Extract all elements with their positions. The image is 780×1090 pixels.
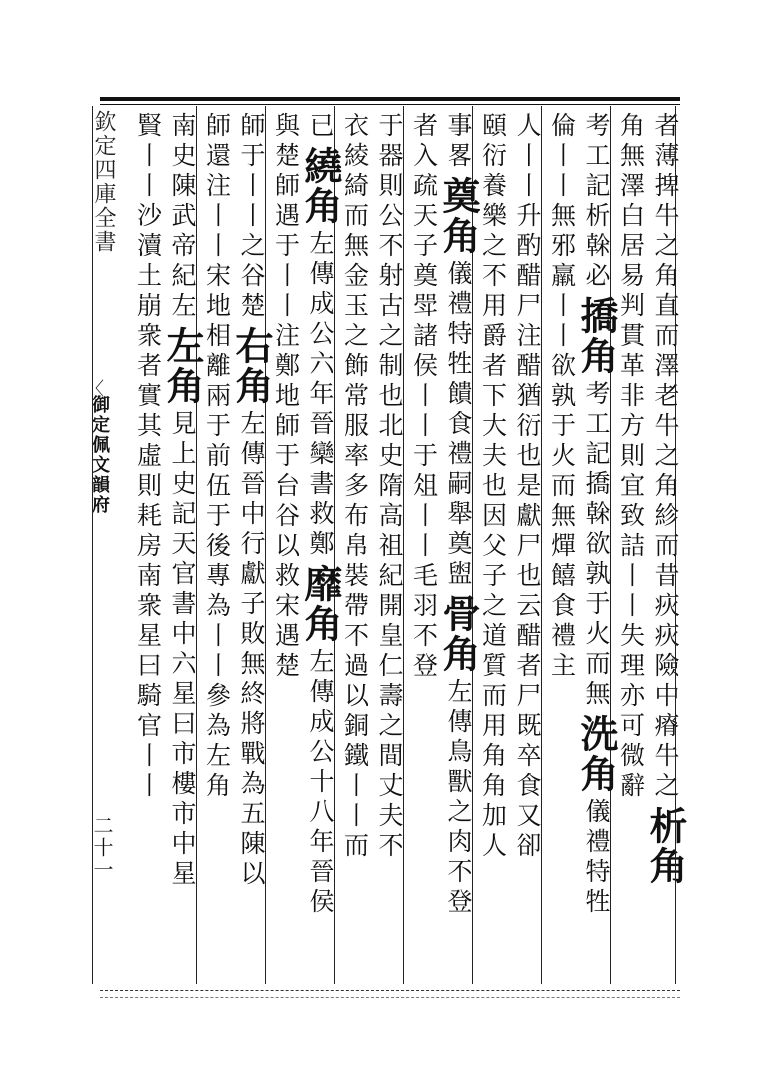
text-column (643, 112, 688, 890)
entry-headword: 骨角 (436, 594, 481, 674)
commentary-text: 左傳成公十八年晉侯 (306, 648, 335, 918)
text-column (298, 112, 343, 918)
bottom-border-rule-secondary (100, 997, 680, 998)
text-column (131, 112, 165, 802)
commentary-text: 師還注丨丨宋地 (202, 112, 232, 322)
commentary-text: 南史陳武帝紀左 (168, 112, 197, 322)
margin-book-title: 御定佩文韻府 (89, 395, 110, 515)
bottom-border-rule (100, 990, 680, 991)
entry-headword: 繞角 (298, 146, 343, 226)
commentary-text: 左傳鳥獸之肉不登 (444, 678, 473, 918)
commentary-text: 人丨丨升酌醋尸注醋猶衍也是獻尸也云醋者尸既卒食又卻 (513, 112, 542, 862)
commentary-text: 者 (409, 112, 439, 142)
frame-left-line (92, 106, 93, 984)
top-border-rule (100, 97, 680, 105)
text-column (545, 112, 579, 682)
entry-headword: 撟角 (574, 296, 619, 376)
commentary-text: 頤衍養樂之不用爵者下大夫也因父子之道質而用角角加人 (478, 112, 508, 862)
commentary-text: 賢丨丨沙瀆土崩 (133, 112, 163, 322)
commentary-text: 角無澤白居易判貫革非方則宜致詰丨丨失理亦可微辭 (616, 112, 646, 802)
entry-headword: 析角 (643, 806, 688, 886)
commentary-text: 衣綾綺而無金玉之飾常服率多布帛裝帶不過以銅鐵丨丨而 (340, 112, 370, 862)
commentary-text: 羸丨丨欲孰于火而無燀 (547, 262, 577, 562)
commentary-text: 于器則公不射古之制也北史隋高祖紀開皇仁壽之間丈夫不 (375, 112, 404, 862)
frame-right-line (675, 106, 676, 984)
text-column (372, 112, 406, 862)
commentary-text: 事畧 (444, 112, 473, 172)
margin-fishtail-mark: 〈 (86, 379, 104, 400)
commentary-text: 考工記析榦必 (582, 112, 611, 292)
text-column (407, 112, 441, 682)
commentary-text: 師于台谷以救宋遇楚 (271, 412, 301, 682)
text-column (614, 112, 648, 802)
commentary-text: 入疏天子奠斝諸侯丨丨 (409, 142, 439, 442)
commentary-text: 饎食禮主 (547, 562, 577, 682)
commentary-text: 者薄捭牛之角直而澤老牛之角紾而昔疢疢險中瘠牛之 (651, 112, 680, 802)
entry-headword: 奠角 (436, 176, 481, 256)
text-column (574, 112, 619, 918)
commentary-text: 師于丨丨之谷楚 (237, 112, 266, 322)
commentary-text: 見上史記天官書中六星曰市樓市中星 (168, 410, 197, 890)
margin-library-title: 欽定四庫全書 (91, 110, 116, 254)
text-column (436, 112, 481, 918)
text-column (200, 112, 234, 802)
text-column (510, 112, 544, 862)
commentary-text: 儀禮特牲 (582, 798, 611, 918)
text-column (160, 112, 205, 890)
commentary-text: 倫丨丨無邪 (547, 112, 577, 262)
commentary-text: 衆者實其虛則耗房南衆星曰騎官丨丨 (133, 322, 163, 802)
commentary-text: 儀禮特牲饋食禮嗣舉奠盥 (444, 260, 473, 590)
commentary-text: 左傳成公六年晉欒書救鄭 (306, 230, 335, 560)
commentary-text: 與楚師遇于丨丨注鄭地 (271, 112, 301, 412)
text-column (229, 112, 274, 890)
entry-headword: 靡角 (298, 564, 343, 644)
entry-headword: 洗角 (574, 714, 619, 794)
folio-number: 二十一 (90, 815, 114, 881)
commentary-text: 考工記撟榦欲孰于火而無 (582, 380, 611, 710)
commentary-text: 左傳晉中行獻子敗無終將戰為五陳以 (237, 410, 266, 890)
commentary-text: 于俎丨丨毛羽不登 (409, 442, 439, 682)
commentary-text: 已 (306, 112, 335, 142)
entry-headword: 左角 (160, 326, 205, 406)
entry-headword: 右角 (229, 326, 274, 406)
commentary-text: 相離兩于前伍于後專為丨丨參為左角 (202, 322, 232, 802)
